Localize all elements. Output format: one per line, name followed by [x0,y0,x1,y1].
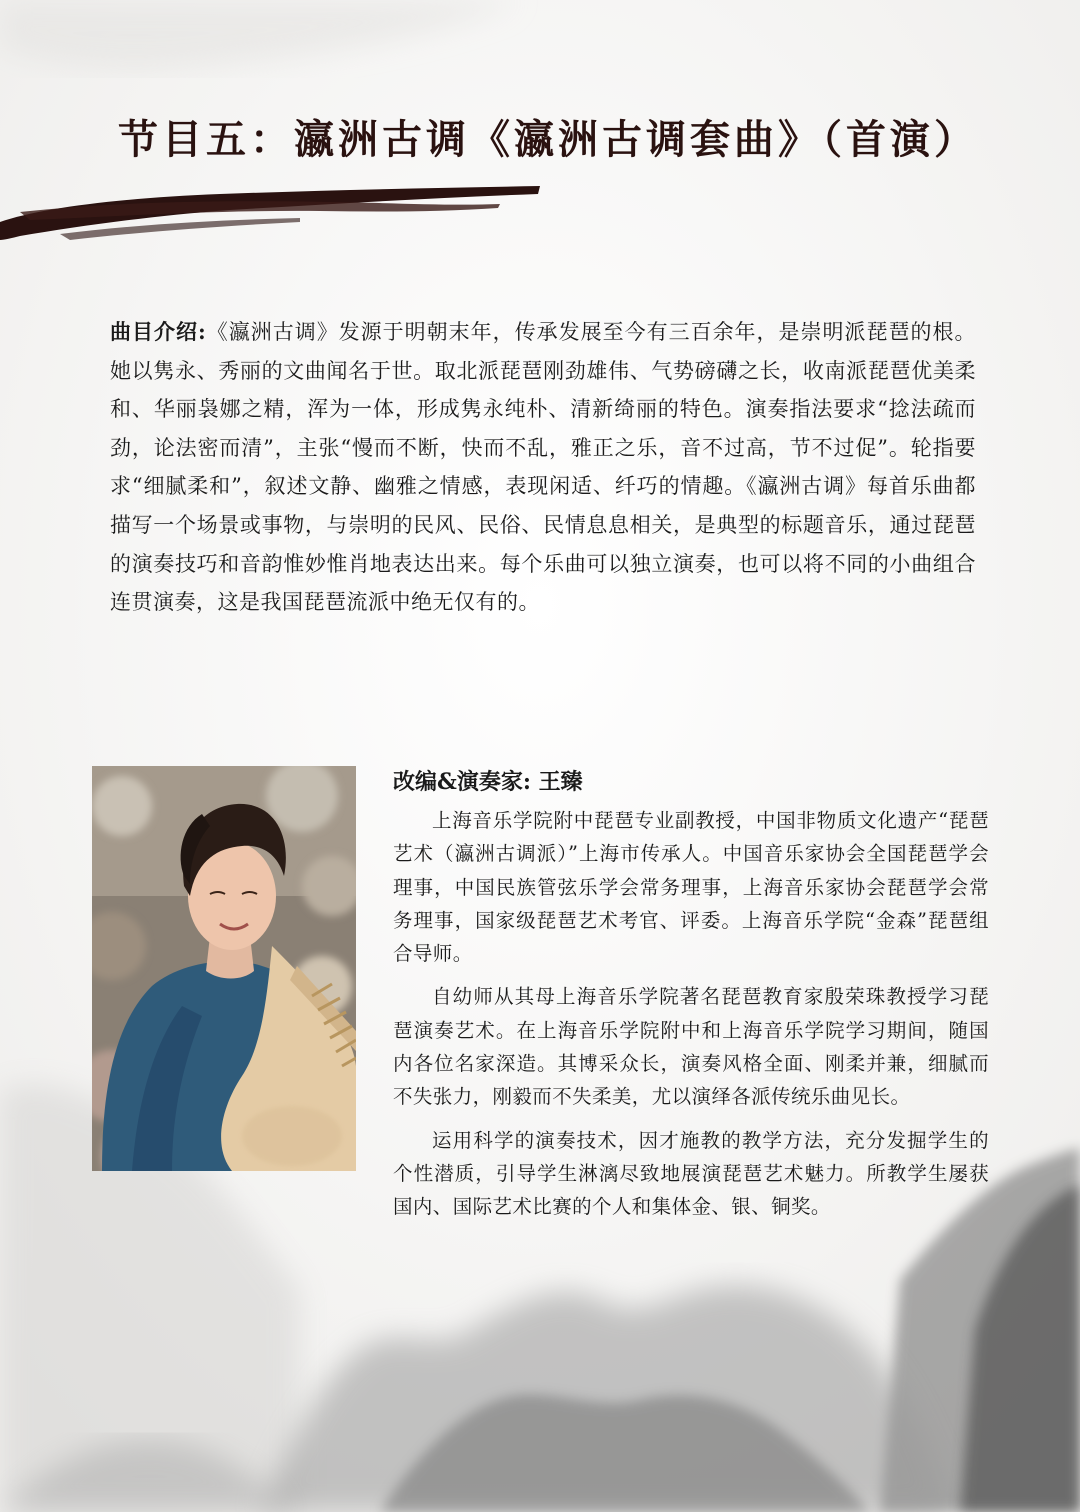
bio-paragraph: 上海音乐学院附中琵琶专业副教授，中国非物质文化遗产“琵琶艺术（瀛洲古调派）”上海市传承人。中国音乐家协会全国琵琶学会理事，中国民族管弦乐学会常务理事，上海音乐家协会琵琶学会常务理事，国家级琵琶艺术考官、评委。上海音乐学院“金森”琵琶组合导师。 [393,809,989,966]
brush-stroke-decoration [0,178,560,248]
bio-paragraph: 自幼师从其母上海音乐学院著名琵琶教育家殷荣珠教授学习琵琶演奏艺术。在上海音乐学院附中和上海音乐学院学习期间，随国内各位名家深造。其博采众长，演奏风格全面、刚柔并兼，细腻而不失张力，刚毅而不失柔美，尤以演绎各派传统乐曲见长。 [393,985,989,1109]
performer-portrait-illustration [92,766,356,1171]
performer-photo [92,766,356,1171]
page-title: 节目五：瀛洲古调《瀛洲古调套曲》（首演） [118,116,978,163]
bio-paragraph: 运用科学的演奏技术，因才施教的教学方法，充分发掘学生的个性潜质，引导学生淋漓尽致地展演琵琶艺术魅力。所教学生屡获国内、国际艺术比赛的个人和集体金、银、铜奖。 [393,1128,989,1219]
program-introduction [110,313,976,622]
intro-text: 《瀛洲古调》发源于明朝末年，传承发展至今有三百余年，是崇明派琵琶的根。她以隽永、秀丽的文曲闻名于世。取北派琵琶刚劲雄伟、气势磅礴之长，收南派琵琶优美柔和、华丽袅娜之精，浑为一体，形成隽永纯朴、清新绮丽的特色。演奏指法要求“捻法疏而劲，论法密而清”，主张“慢而不断，快而不乱，雅正之乐，音不过高，节不过促”。轮指要求“细腻柔和”，叙述文静、幽雅之情感，表现闲适、纤巧的情趣。《瀛洲古调》每首乐曲都描写一个场景或事物，与崇明的民风、民俗、民情息息相关，是典型的标题音乐，通过琵琶的演奏技巧和音韵惟妙惟肖地表达出来。每个乐曲可以独立演奏，也可以将不同的小曲组合连贯演奏，这是我国琵琶流派中绝无仅有的。 [110,320,976,615]
intro-label: 曲目介绍: [110,319,207,344]
performer-bio [393,762,989,1234]
performer-heading: 改编&演奏家: 王臻 [393,769,583,795]
